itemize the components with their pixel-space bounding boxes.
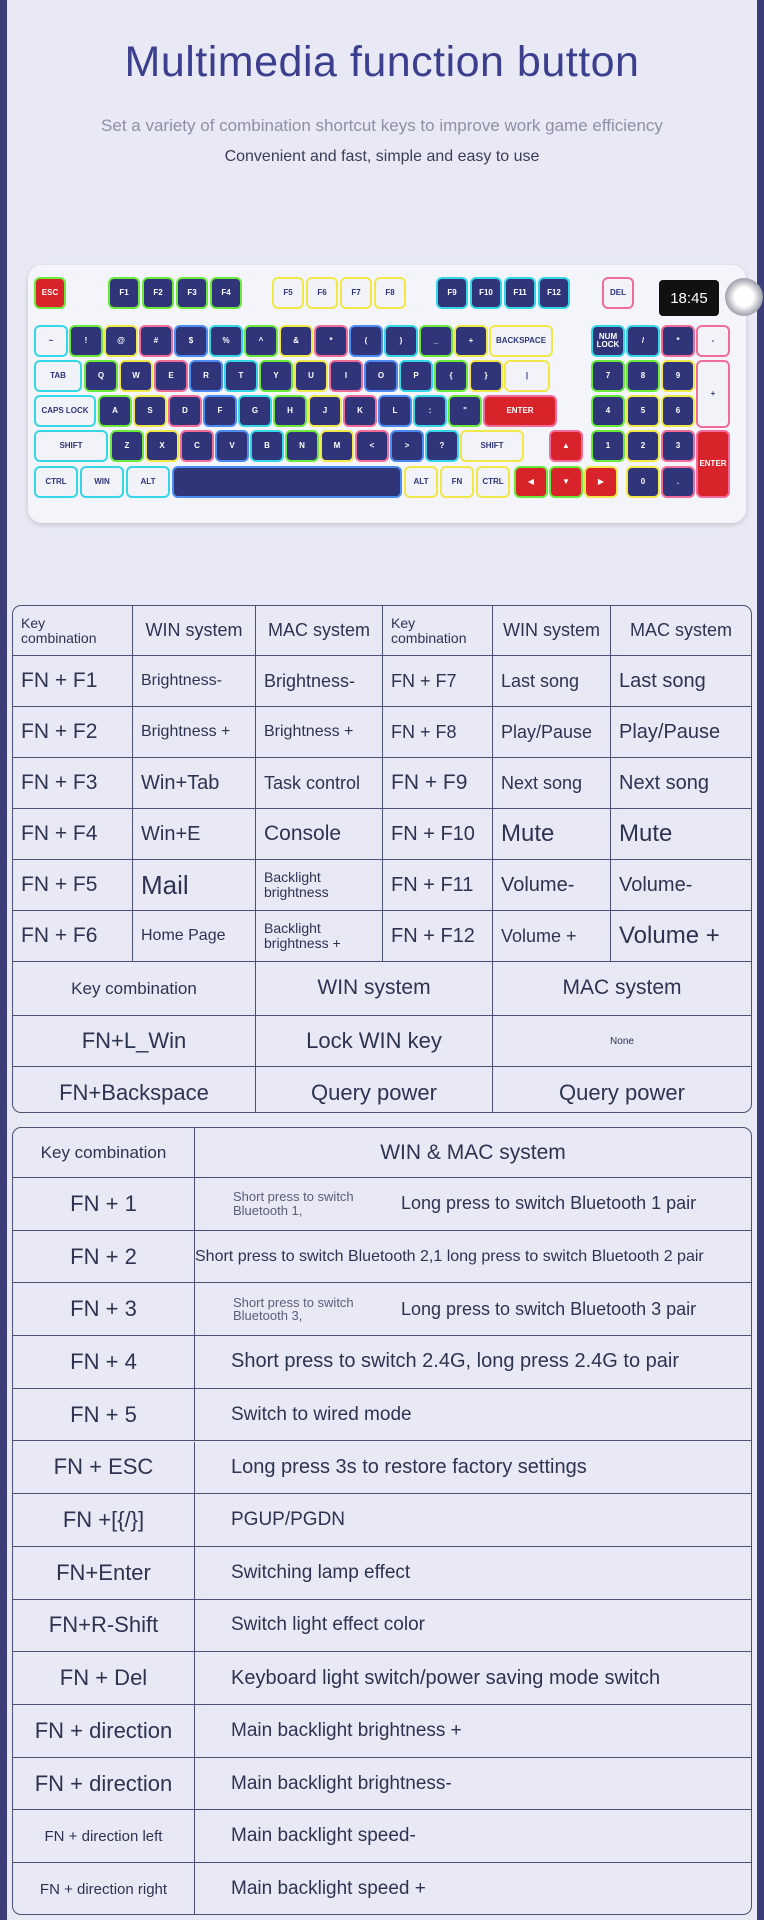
key-row3-10: : bbox=[415, 397, 445, 425]
table2-key-cell: FN + 1 bbox=[13, 1178, 195, 1231]
key-f9: F9 bbox=[438, 279, 466, 307]
long-press-text: Long press to switch Bluetooth 1 pair bbox=[401, 1193, 697, 1214]
key-num-enter: ENTER bbox=[698, 432, 728, 496]
table2-desc-cell: PGUP/PGDN bbox=[195, 1494, 751, 1547]
key-num-dot: . bbox=[663, 468, 693, 496]
key-arrow-right: ▶ bbox=[586, 468, 616, 496]
key-row1-2: @ bbox=[106, 327, 136, 355]
key-f12: F12 bbox=[540, 279, 568, 307]
table2-key-cell: FN + 4 bbox=[13, 1336, 195, 1389]
key-row2-1: Q bbox=[86, 362, 116, 390]
key-row2-2: W bbox=[121, 362, 151, 390]
table1-sub-cell: FN+Backspace bbox=[13, 1067, 256, 1113]
key-f10: F10 bbox=[472, 279, 500, 307]
key-row3-9: L bbox=[380, 397, 410, 425]
key-left-ctrl: CTRL bbox=[36, 468, 76, 496]
table1-cell: Next song bbox=[611, 758, 751, 809]
table1-cell: Home Page bbox=[133, 911, 256, 962]
short-press-text: Short press to switch Bluetooth 1, bbox=[233, 1189, 354, 1218]
page-subtitle: Set a variety of combination shortcut keys to improve work game efficiency bbox=[101, 116, 663, 135]
table1-cell: FN + F2 bbox=[13, 707, 133, 758]
table1-header-5: MAC system bbox=[611, 606, 751, 656]
key-row1-8: * bbox=[316, 327, 346, 355]
table2-desc-cell: Switch light effect color bbox=[195, 1600, 751, 1653]
key-row1-11: _ bbox=[421, 327, 451, 355]
key-space bbox=[174, 468, 400, 496]
key-left-shift: SHIFT bbox=[36, 432, 106, 460]
table1-sub-header-0: Key combination bbox=[13, 962, 256, 1016]
table1-cell: Brightness + bbox=[133, 707, 256, 758]
page-tagline: Convenient and fast, simple and easy to use bbox=[224, 148, 540, 165]
key-row2-9: O bbox=[366, 362, 396, 390]
table2-key-cell: FN + direction left bbox=[13, 1810, 195, 1863]
table1-sub-header-2: MAC system bbox=[493, 962, 751, 1016]
key-backslash: | bbox=[506, 362, 548, 390]
key-row2-4: R bbox=[191, 362, 221, 390]
key-row2-11: { bbox=[436, 362, 466, 390]
table1-sub-cell: Query power bbox=[559, 1079, 685, 1105]
key-f5: F5 bbox=[274, 279, 302, 307]
key-right-ctrl: CTRL bbox=[478, 468, 508, 496]
key-row3-3: D bbox=[170, 397, 200, 425]
keyboard-image bbox=[28, 265, 746, 523]
key-row4-8: < bbox=[357, 432, 387, 460]
key-f7: F7 bbox=[342, 279, 370, 307]
volume-knob bbox=[725, 278, 763, 316]
table2-key-cell: FN + ESC bbox=[13, 1442, 195, 1495]
table2-desc-cell: Short press to switch Bluetooth 2,1 long press to switch Bluetooth 2 pair bbox=[195, 1231, 751, 1284]
table2-key-cell: FN + Del bbox=[13, 1652, 195, 1705]
key-num-slash: / bbox=[628, 327, 658, 355]
key-row4-2: X bbox=[147, 432, 177, 460]
key-row4-10: ? bbox=[427, 432, 457, 460]
key-num-asterisk: * bbox=[663, 327, 693, 355]
key-f3: F3 bbox=[178, 279, 206, 307]
keyboard-screen bbox=[659, 280, 719, 316]
key-row3-5: G bbox=[240, 397, 270, 425]
table2-desc-cell: Long press 3s to restore factory settings bbox=[195, 1442, 751, 1495]
key-row1-9: ( bbox=[351, 327, 381, 355]
key-f8: F8 bbox=[376, 279, 404, 307]
table1-cell: Task control bbox=[256, 758, 383, 809]
key-num-minus: - bbox=[698, 327, 728, 355]
key-num-6: 6 bbox=[663, 397, 693, 425]
key-row2-6: Y bbox=[261, 362, 291, 390]
table2-key-cell: FN + 3 bbox=[13, 1283, 195, 1336]
table1-cell: Backlight brightness + bbox=[256, 911, 383, 962]
table1-cell: FN + F6 bbox=[13, 911, 133, 962]
table1-sub-cell: FN+L_Win bbox=[13, 1016, 256, 1067]
key-row4-9: > bbox=[392, 432, 422, 460]
table1-cell: Win+Tab bbox=[133, 758, 256, 809]
table1-cell: FN + F12 bbox=[383, 911, 493, 962]
table2-desc-cell: Switching lamp effect bbox=[195, 1547, 751, 1600]
key-row2-5: T bbox=[226, 362, 256, 390]
table1-cell: Play/Pause bbox=[493, 707, 611, 758]
key-num-9: 9 bbox=[663, 362, 693, 390]
key-f4: F4 bbox=[212, 279, 240, 307]
table1-cell: Mail bbox=[133, 860, 256, 911]
key-row3-2: S bbox=[135, 397, 165, 425]
key-fn: FN bbox=[442, 468, 472, 496]
table1-header-3: Key combination bbox=[383, 606, 493, 656]
table1-sub-cell: Lock WIN key bbox=[256, 1016, 493, 1067]
key-num-lock: NUM LOCK bbox=[593, 327, 623, 355]
key-f11: F11 bbox=[506, 279, 534, 307]
key-row1-7: & bbox=[281, 327, 311, 355]
key-arrow-up: ▲ bbox=[551, 432, 581, 460]
key-row4-3: C bbox=[182, 432, 212, 460]
table1-cell: FN + F11 bbox=[383, 860, 493, 911]
key-row2-10: P bbox=[401, 362, 431, 390]
key-row3-1: A bbox=[100, 397, 130, 425]
table1-header-4: WIN system bbox=[493, 606, 611, 656]
key-num-4: 4 bbox=[593, 397, 623, 425]
table1-cell: FN + F4 bbox=[13, 809, 133, 860]
key-enter: ENTER bbox=[485, 397, 555, 425]
table1-cell: Mute bbox=[611, 809, 751, 860]
key-row3-4: F bbox=[205, 397, 235, 425]
table2-key-cell: FN + direction bbox=[13, 1758, 195, 1811]
table1-cell: FN + F10 bbox=[383, 809, 493, 860]
table1-cell: Volume- bbox=[493, 860, 611, 911]
key-esc: ESC bbox=[36, 279, 64, 307]
key-row1-3: # bbox=[141, 327, 171, 355]
key-row1-6: ^ bbox=[246, 327, 276, 355]
key-num-3: 3 bbox=[663, 432, 693, 460]
key-f6: F6 bbox=[308, 279, 336, 307]
key-row4-1: Z bbox=[112, 432, 142, 460]
table2-key-cell: FN + 5 bbox=[13, 1389, 195, 1442]
key-row2-3: E bbox=[156, 362, 186, 390]
table2-key-cell: FN +[{/}] bbox=[13, 1494, 195, 1547]
key-arrow-left: ◀ bbox=[516, 468, 546, 496]
table2-desc-cell bbox=[195, 1283, 751, 1336]
key-num-0: 0 bbox=[628, 468, 658, 496]
table2-desc-cell: Switch to wired mode bbox=[195, 1389, 751, 1442]
table1-cell: Volume + bbox=[611, 911, 751, 962]
table1-header-1: WIN system bbox=[133, 606, 256, 656]
key-row2-7: U bbox=[296, 362, 326, 390]
table1-cell: FN + F7 bbox=[383, 656, 493, 707]
table1-cell: Next song bbox=[493, 758, 611, 809]
table1-cell: Brightness- bbox=[133, 656, 256, 707]
table1-cell: Backlight brightness bbox=[256, 860, 383, 911]
table1-cell: Win+E bbox=[133, 809, 256, 860]
table2-desc-cell: Main backlight speed + bbox=[231, 1878, 426, 1900]
table2-desc-cell: Main backlight speed- bbox=[195, 1810, 751, 1863]
table2-key-cell: FN + 2 bbox=[13, 1231, 195, 1284]
table1-cell: Play/Pause bbox=[611, 707, 751, 758]
key-num-7: 7 bbox=[593, 362, 623, 390]
key-tab: TAB bbox=[36, 362, 80, 390]
key-backspace: BACKSPACE bbox=[491, 327, 551, 355]
table1-header-2: MAC system bbox=[256, 606, 383, 656]
key-num-plus: + bbox=[698, 362, 728, 426]
key-row1-10: ) bbox=[386, 327, 416, 355]
key-right-alt: ALT bbox=[406, 468, 436, 496]
table2-header-0: Key combination bbox=[13, 1128, 195, 1178]
key-row1-0: ~ bbox=[36, 327, 66, 355]
key-row3-11: " bbox=[450, 397, 480, 425]
table2-key-cell: FN+R-Shift bbox=[13, 1600, 195, 1653]
key-row3-7: J bbox=[310, 397, 340, 425]
key-right-shift: SHIFT bbox=[462, 432, 522, 460]
key-row4-7: M bbox=[322, 432, 352, 460]
key-f1: F1 bbox=[110, 279, 138, 307]
key-arrow-down: ▼ bbox=[551, 468, 581, 496]
table2-desc-cell: Main backlight brightness- bbox=[195, 1758, 751, 1811]
function-table-1 bbox=[12, 605, 752, 1113]
table1-cell: Volume- bbox=[611, 860, 751, 911]
table2-desc-cell bbox=[195, 1178, 751, 1231]
key-row2-8: I bbox=[331, 362, 361, 390]
table1-cell: Brightness + bbox=[256, 707, 383, 758]
key-row1-4: $ bbox=[176, 327, 206, 355]
table1-sub-cell: Query power bbox=[256, 1067, 493, 1113]
key-left-alt: ALT bbox=[128, 468, 168, 496]
table1-header-0: Key combination bbox=[13, 606, 133, 656]
key-row3-8: K bbox=[345, 397, 375, 425]
key-row1-12: + bbox=[456, 327, 486, 355]
key-row2-12: } bbox=[471, 362, 501, 390]
table2-desc-cell: Keyboard light switch/power saving mode switch bbox=[195, 1652, 751, 1705]
table1-cell: Last song bbox=[493, 656, 611, 707]
table1-cell: Last song bbox=[611, 656, 751, 707]
key-row4-6: N bbox=[287, 432, 317, 460]
short-press-text: Short press to switch Bluetooth 3, bbox=[233, 1294, 354, 1324]
key-num-5: 5 bbox=[628, 397, 658, 425]
table1-sub-cell: None bbox=[493, 1016, 751, 1067]
key-win: WIN bbox=[82, 468, 122, 496]
table2-desc-cell: Main backlight brightness + bbox=[195, 1705, 751, 1758]
key-row1-5: % bbox=[211, 327, 241, 355]
key-row3-6: H bbox=[275, 397, 305, 425]
key-del: DEL bbox=[604, 279, 632, 307]
table1-cell: FN + F1 bbox=[13, 656, 133, 707]
table2-key-cell: FN + direction bbox=[13, 1705, 195, 1758]
key-num-1: 1 bbox=[593, 432, 623, 460]
key-num-8: 8 bbox=[628, 362, 658, 390]
key-num-2: 2 bbox=[628, 432, 658, 460]
table1-cell: Mute bbox=[493, 809, 611, 860]
key-caps-lock: CAPS LOCK bbox=[36, 397, 94, 425]
table1-sub-header-1: WIN system bbox=[256, 962, 493, 1016]
table1-cell: Volume + bbox=[493, 911, 611, 962]
function-table-2 bbox=[12, 1127, 752, 1915]
table1-cell: FN + F9 bbox=[383, 758, 493, 809]
table2-key-cell: FN+Enter bbox=[13, 1547, 195, 1600]
key-row4-4: V bbox=[217, 432, 247, 460]
long-press-text: Long press to switch Bluetooth 3 pair bbox=[401, 1298, 697, 1319]
table2-header-1: WIN & MAC system bbox=[195, 1128, 751, 1178]
table2-desc-cell: Short press to switch 2.4G, long press 2.4G to pair bbox=[195, 1336, 751, 1389]
table2-key-cell: FN + direction right bbox=[13, 1863, 195, 1915]
table1-cell: Console bbox=[256, 809, 383, 860]
table1-cell: FN + F8 bbox=[383, 707, 493, 758]
key-f2: F2 bbox=[144, 279, 172, 307]
key-row1-1: ! bbox=[71, 327, 101, 355]
table1-cell: Brightness- bbox=[256, 656, 383, 707]
page-title: Multimedia function button bbox=[124, 38, 640, 86]
key-row4-5: B bbox=[252, 432, 282, 460]
screen-time: 18:45 bbox=[670, 289, 708, 307]
table1-cell: FN + F3 bbox=[13, 758, 133, 809]
table1-cell: FN + F5 bbox=[13, 860, 133, 911]
